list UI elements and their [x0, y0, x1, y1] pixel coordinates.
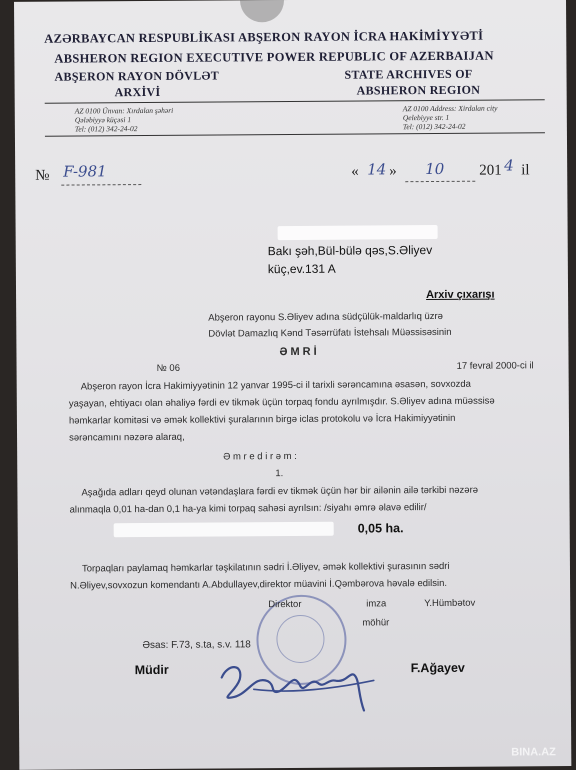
order-title: ƏMRİ: [279, 345, 320, 359]
date-year: 201: [479, 162, 502, 179]
state-emblem-icon: [240, 0, 284, 22]
para1-line-3: həmkarlar komitəsi və əmək kollektivi şuralarının birgə iclas protokolu və İcra Hakimiyyətinin: [68, 412, 456, 427]
address-en: AZ 0100 Address: Xirdalan city Qelebiyye str. 1 Tel: (012) 342-24-02: [402, 103, 498, 132]
sign-label: imza: [366, 598, 387, 610]
doc-number: F-981: [63, 162, 107, 181]
date-year-word: il: [521, 162, 530, 179]
order-date: 17 fevral 2000-ci il: [456, 360, 534, 372]
watermark: BINA.AZ: [511, 746, 556, 759]
director-label: Direktor: [268, 598, 302, 611]
chief-label: Müdir: [134, 662, 169, 678]
header-line-az: AZƏRBAYCAN RESPUBLİKASI ABŞERON RAYON İCRA HAKİMİYYƏTİ: [44, 28, 484, 46]
allocated-area: 0,05 ha.: [357, 521, 404, 536]
header-org-en-1: STATE ARCHIVES OF: [344, 66, 473, 82]
header-org-az-2: ARXİVİ: [114, 84, 161, 100]
chief-name: F.Ağayev: [410, 660, 465, 676]
date-year-suffix: 4: [504, 156, 514, 175]
order-number: № 06: [156, 362, 181, 374]
para1-line-4: sərəncamını nəzərə alaraq,: [69, 431, 185, 444]
basis-reference: Əsas: F.73, s.ta, s.v. 118: [142, 639, 251, 652]
org-line-1: Abşeron rayonu S.Əliyev adına südçülük-maldarlıq üzrə: [208, 310, 444, 324]
address-az: AZ 0100 Ünvan: Xırdalan şəhəri Qələbiyyə küçəsi 1 Tel: (012) 342-24-02: [74, 105, 174, 134]
date-open: «: [351, 163, 359, 180]
item-number: 1.: [275, 468, 284, 480]
number-prefix: №: [35, 167, 50, 184]
redacted-recipient-name: [278, 225, 438, 240]
director-name: Y.Hümbətov: [424, 597, 476, 610]
date-close: »: [389, 163, 397, 180]
para3-line-2: N.Əliyev,sovxozun komendantı A.Abdullayev,direktor müavini İ.Qəmbərova həvalə edilsin.: [70, 577, 448, 592]
para2-line-2: alınmaqla 0,01 ha-dan 0,1 ha-ya kimi torpaq sahəsi ayrılsın: /siyahı əmrə əlavə edilir/: [69, 502, 427, 516]
header-org-az-1: ABŞERON RAYON DÖVLƏT: [54, 68, 220, 84]
extract-label: Arxiv çıxarışı: [426, 288, 495, 302]
header-org-en-2: ABSHERON REGION: [356, 82, 481, 98]
para2-line-1: Aşağıda adları qeyd olunan vətəndaşlara fərdi ev tikmək üçün hər bir ailənin ailə tərkibi nəzərə: [81, 484, 479, 499]
recipient-line-2: küç,ev.131 A: [267, 261, 336, 277]
archive-document: [14, 0, 571, 770]
date-month: 10: [425, 159, 445, 179]
org-line-2: Dövlət Damazlıq Kənd Təsərrüfatı İstehsalı Müəssisəsinin: [208, 326, 452, 340]
para1-line-1: Abşeron rayon İcra Hakimiyyətinin 12 yanvar 1995-ci il tarixli sərəncamına əsasən, sovxozda: [80, 378, 471, 393]
command-line: Ə m r e d i r ə m :: [223, 450, 297, 463]
para1-line-2: yaşayan, ehtiyacı olan əhaliyə fərdi ev tikmək üçün torpaq fondu ayrılmışdır. S.Əliyev adına müəssisə: [68, 395, 495, 410]
header-line-en: ABSHERON REGION EXECUTIVE POWER REPUBLIC OF AZERBAIJAN: [54, 48, 494, 66]
seal-label: möhür: [362, 617, 390, 629]
recipient-line-1: Bakı şəh,Bül-bülə qəs,S.Əliyev: [267, 243, 433, 259]
handwritten-signature-icon: [214, 654, 384, 715]
redacted-citizen-name: [114, 522, 334, 538]
date-day: 14: [367, 160, 387, 179]
para3-line-1: Torpaqları paylamaq həmkarlar təşkilatının sədri İ.Əliyev, əmək kollektivi şurasının sədri: [81, 560, 450, 575]
